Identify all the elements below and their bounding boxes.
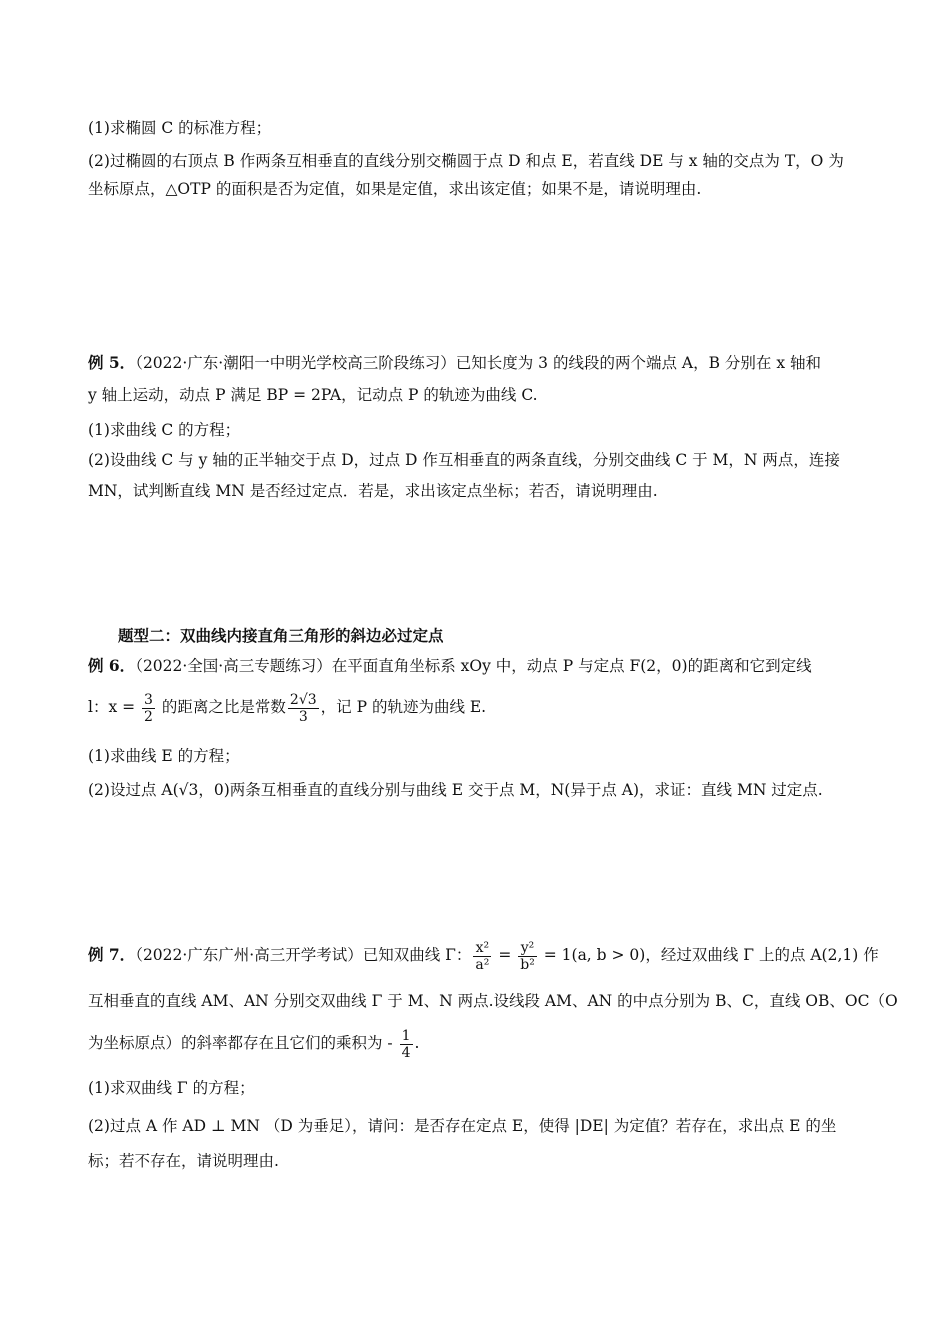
ex6-text2c: ，记 P 的轨迹为曲线 E.	[320, 698, 487, 716]
ex6-line2	[88, 690, 486, 725]
ex6-text2a: l：x =	[88, 698, 141, 716]
ex7-text1a: （2022·广东广州·高三开学考试）已知双曲线 Γ：	[135, 946, 472, 964]
ex6-label: 例 6．	[88, 656, 136, 675]
fraction-three-halves	[142, 692, 155, 725]
ex7-text1b: = 1(a, b > 0)，经过双曲线 Γ 上的点 A(2,1) 作	[538, 946, 879, 964]
ex5-question-1: (1)求曲线 C 的方程；	[88, 421, 241, 439]
fraction-x2-over-a2	[473, 940, 491, 973]
ex5-line1	[88, 352, 821, 374]
ex7-line2: 互相垂直的直线 AM、AN 分别交双曲线 Γ 于 M、N 两点.设线段 AM、AN 的中点分别为 B、C，直线 OB、OC（O	[88, 992, 898, 1010]
ex7-text3b: .	[414, 1034, 420, 1052]
ex7-line3	[88, 1026, 419, 1061]
ex6-line1	[88, 655, 812, 677]
fraction-denominator: 2	[144, 708, 153, 725]
ex4-question-2-line1: (2)过椭圆的右顶点 B 作两条互相垂直的直线分别交椭圆于点 D 和点 E，若直线 DE 与 x 轴的交点为 T，O 为	[88, 152, 844, 170]
ex4-question-1: (1)求椭圆 C 的标准方程；	[88, 119, 272, 137]
fraction-denominator: 4	[401, 1044, 411, 1061]
ex7-question-1: (1)求双曲线 Γ 的方程；	[88, 1079, 255, 1097]
ex5-question-2-line2: MN，试判断直线 MN 是否经过定点．若是，求出该定点坐标；若否，请说明理由.	[88, 482, 658, 500]
fraction-two-root3-over-3	[288, 692, 319, 725]
section-title-type2: 题型二：双曲线内接直角三角形的斜边必过定点	[118, 626, 444, 645]
fraction-numerator: 3	[144, 691, 153, 708]
fraction-numerator: y²	[518, 940, 537, 957]
ex5-line2: y 轴上运动，动点 P 满足 BP = 2PA，记动点 P 的轨迹为曲线 C.	[88, 386, 538, 404]
ex6-question-2: (2)设过点 A(√3，0)两条互相垂直的直线分别与曲线 E 交于点 M，N(异于点 A)，求证：直线 MN 过定点.	[88, 781, 823, 799]
ex4-question-2-line2: 坐标原点，△OTP 的面积是否为定值，如果是定值，求出该定值；如果不是，请说明理由.	[88, 180, 702, 198]
fraction-denominator: 3	[298, 708, 308, 725]
ex7-question-2-line2: 标；若不存在，请说明理由.	[88, 1152, 279, 1170]
fraction-denominator: b²	[520, 956, 535, 973]
fraction-numerator: 2√3	[289, 691, 317, 708]
ex6-question-1: (1)求曲线 E 的方程；	[88, 747, 240, 765]
ex7-question-2-line1: (2)过点 A 作 AD ⊥ MN （D 为垂足），请问：是否存在定点 E，使得 |DE| 为定值？若存在，求出点 E 的坐	[88, 1117, 837, 1135]
fraction-y2-over-b2	[518, 940, 537, 973]
ex6-text2b: 的距离之比是常数	[156, 698, 286, 716]
ex7-equals: =	[493, 946, 517, 964]
fraction-denominator: a²	[475, 956, 490, 973]
ex7-text3a: 为坐标原点）的斜率都存在且它们的乘积为 -	[88, 1034, 398, 1052]
ex5-label: 例 5．	[88, 353, 136, 372]
fraction-numerator: 1	[401, 1027, 411, 1044]
ex7-label: 例 7．	[88, 945, 136, 964]
ex6-text1: （2022·全国·高三专题练习）在平面直角坐标系 xOy 中，动点 P 与定点 F(2，0)的距离和它到定线	[135, 657, 812, 675]
fraction-one-quarter	[400, 1028, 413, 1061]
ex5-text1: （2022·广东·潮阳一中明光学校高三阶段练习）已知长度为 3 的线段的两个端点 A，B 分别在 x 轴和	[135, 354, 821, 372]
ex5-question-2-line1: (2)设曲线 C 与 y 轴的正半轴交于点 D，过点 D 作互相垂直的两条直线，分别交曲线 C 于 M，N 两点，连接	[88, 451, 840, 469]
fraction-numerator: x²	[473, 940, 491, 957]
ex7-line1	[88, 938, 879, 973]
